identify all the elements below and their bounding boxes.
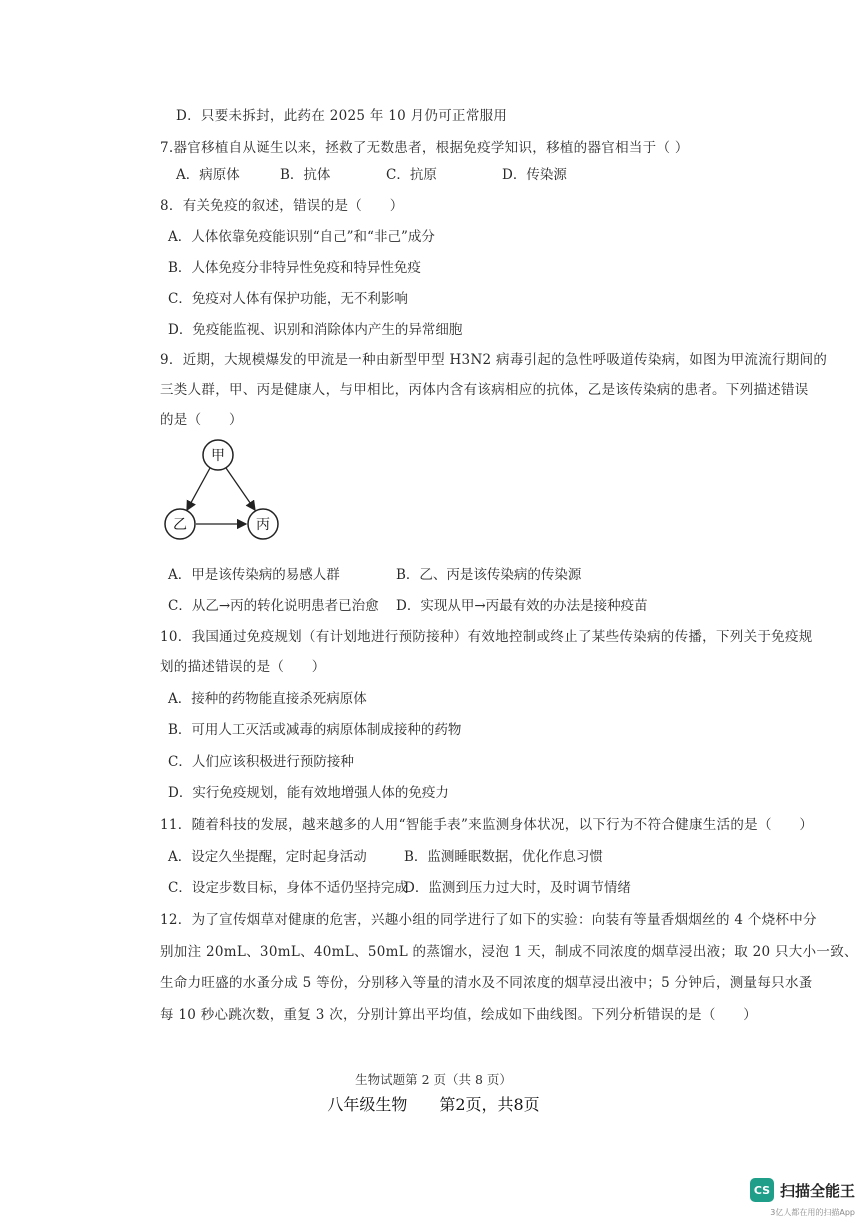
q11-option-a: A．设定久坐提醒，定时起身活动 (168, 849, 367, 865)
q11-option-b: B．监测睡眠数据，优化作息习惯 (404, 849, 603, 865)
q10-option-a: A．接种的药物能直接杀死病原体 (168, 691, 367, 707)
q7-option-a: A．病原体 (176, 167, 240, 183)
population-diagram (160, 436, 300, 550)
q12-stem-line-4: 每 10 秒心跳次数，重复 3 次，分别计算出平均值，绘成如下曲线图。下列分析错误的是（ ） (160, 1007, 758, 1023)
scanner-tagline: 3亿人都在用的扫描App (770, 1208, 855, 1217)
q9-stem-line-2: 三类人群，甲、丙是健康人，与甲相比，丙体内含有该病相应的抗体，乙是该传染病的患者。下列描述错误 (160, 382, 809, 398)
q10-stem-line-2: 划的描述错误的是（ ） (160, 659, 326, 675)
arrow-jia-to-yi (187, 468, 210, 510)
q7-option-c: C．抗原 (386, 167, 437, 183)
q9-option-c: C．从乙→丙的转化说明患者已治愈 (168, 598, 379, 614)
scanner-name: 扫描全能王 (779, 1181, 855, 1200)
node-jia-label: 甲 (211, 448, 225, 464)
q7-stem: 7.器官移植自从诞生以来，拯救了无数患者，根据免疫学知识，移植的器官相当于（ ） (160, 140, 689, 156)
q12-stem-line-2: 别加注 20mL、30mL、40mL、50mL 的蒸馏水，浸泡 1 天，制成不同浓度的烟草浸出液；取 20 只大小一致、 (160, 944, 858, 960)
q12-stem-line-3: 生命力旺盛的水蚤分成 5 等份，分别移入等量的清水及不同浓度的烟草浸出液中；5 分钟后，测量每只水蚤 (160, 975, 813, 991)
q8-option-d: D．免疫能监视、识别和消除体内产生的异常细胞 (168, 322, 463, 338)
q9-option-a: A．甲是该传染病的易感人群 (168, 567, 340, 583)
q10-option-c: C．人们应该积极进行预防接种 (168, 754, 354, 770)
q12-stem-line-1: 12．为了宣传烟草对健康的危害，兴趣小组的同学进行了如下的实验：向装有等量香烟烟丝的 4 个烧杯中分 (160, 912, 817, 928)
q7-option-b: B．抗体 (280, 167, 331, 183)
q9-option-d: D．实现从甲→丙最有效的办法是接种疫苗 (396, 598, 648, 614)
q8-option-b: B．人体免疫分非特异性免疫和特异性免疫 (168, 260, 421, 276)
q8-option-c: C．免疫对人体有保护功能，无不利影响 (168, 291, 408, 307)
q9-option-b: B．乙、丙是该传染病的传染源 (396, 567, 582, 583)
page-footer-large: 八年级生物 第2页，共8页 (327, 1095, 540, 1114)
node-bing-label: 丙 (256, 517, 270, 533)
q8-option-a: A．人体依靠免疫能识别“自己”和“非己”成分 (168, 229, 435, 245)
q10-option-d: D．实行免疫规划，能有效地增强人体的免疫力 (168, 785, 449, 801)
q11-option-c: C．设定步数目标，身体不适仍坚持完成 (168, 880, 408, 896)
node-yi-label: 乙 (173, 517, 187, 533)
q9-stem-line-1: 9．近期，大规模爆发的甲流是一种由新型甲型 H3N2 病毒引起的急性呼吸道传染病，如图为甲流流行期间的 (160, 352, 828, 368)
q6-option-d: D．只要未拆封，此药在 2025 年 10 月仍可正常服用 (176, 108, 508, 124)
q9-stem-line-3: 的是（ ） (160, 412, 243, 428)
q7-option-d: D．传染源 (502, 167, 567, 183)
arrow-jia-to-bing (226, 468, 255, 510)
q11-option-d: D．监测到压力过大时，及时调节情绪 (404, 880, 631, 896)
q11-stem: 11．随着科技的发展，越来越多的人用“智能手表”来监测身体状况，以下行为不符合健康生活的是（ ） (160, 817, 814, 833)
q8-stem: 8．有关免疫的叙述，错误的是（ ） (160, 198, 404, 214)
scanner-logo-icon: CS (750, 1178, 774, 1202)
page-footer-small: 生物试题第 2 页（共 8 页） (355, 1072, 512, 1087)
scanner-watermark (750, 1178, 855, 1202)
population-diagram-svg (160, 436, 300, 546)
q10-stem-line-1: 10．我国通过免疫规划（有计划地进行预防接种）有效地控制或终止了某些传染病的传播，下列关于免疫规 (160, 629, 813, 645)
q10-option-b: B．可用人工灭活或减毒的病原体制成接种的药物 (168, 722, 462, 738)
